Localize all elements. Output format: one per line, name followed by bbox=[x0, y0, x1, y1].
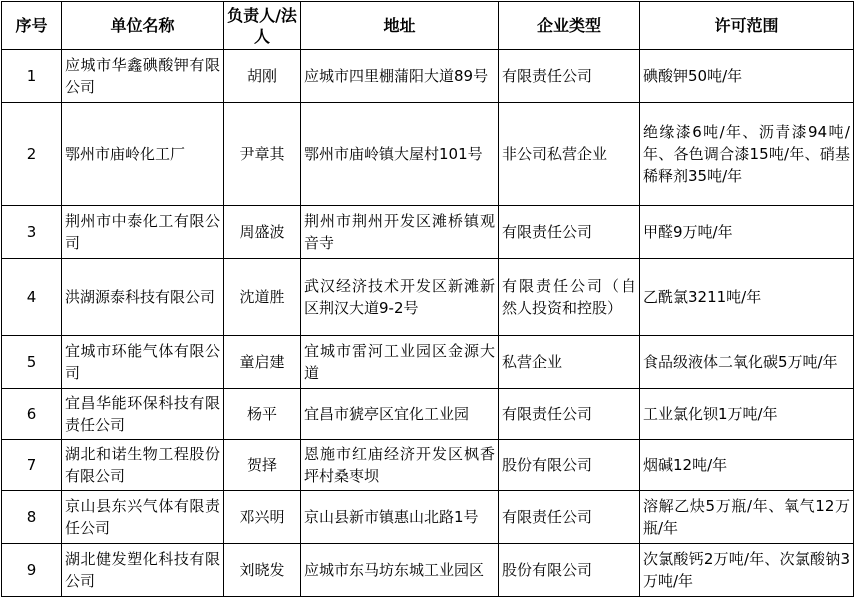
cell-address: 荆州市荆州开发区滩桥镇观音寺 bbox=[301, 206, 499, 259]
cell-person: 童启建 bbox=[224, 336, 301, 389]
cell-license-scope: 食品级液体二氧化碳5万吨/年 bbox=[640, 336, 854, 389]
cell-address: 武汉经济技术开发区新滩新区荆汉大道9-2号 bbox=[301, 259, 499, 336]
cell-unit-name: 应城市华鑫碘酸钾有限公司 bbox=[62, 50, 224, 103]
cell-license-scope: 次氯酸钙2万吨/年、次氯酸钠3万吨/年 bbox=[640, 544, 854, 597]
cell-license-scope: 烟碱12吨/年 bbox=[640, 440, 854, 491]
cell-person: 杨平 bbox=[224, 389, 301, 440]
cell-index: 5 bbox=[2, 336, 62, 389]
table-row bbox=[2, 491, 854, 544]
header-enterprise-type: 企业类型 bbox=[499, 2, 640, 50]
cell-address: 应城市东马坊东城工业园区 bbox=[301, 544, 499, 597]
cell-index: 9 bbox=[2, 544, 62, 597]
table-row bbox=[2, 206, 854, 259]
table-header-row bbox=[2, 2, 854, 50]
cell-address: 恩施市红庙经济开发区枫香坪村桑枣坝 bbox=[301, 440, 499, 491]
cell-index: 3 bbox=[2, 206, 62, 259]
header-person: 负责人/法人 bbox=[224, 2, 301, 50]
table-row bbox=[2, 544, 854, 597]
cell-person: 沈道胜 bbox=[224, 259, 301, 336]
header-index: 序号 bbox=[2, 2, 62, 50]
cell-address: 宜城市雷河工业园区金源大道 bbox=[301, 336, 499, 389]
table-row bbox=[2, 103, 854, 206]
cell-enterprise-type: 股份有限公司 bbox=[499, 544, 640, 597]
cell-unit-name: 宜城市环能气体有限公司 bbox=[62, 336, 224, 389]
cell-unit-name: 宜昌华能环保科技有限责任公司 bbox=[62, 389, 224, 440]
cell-license-scope: 溶解乙炔5万瓶/年、氧气12万瓶/年 bbox=[640, 491, 854, 544]
cell-enterprise-type: 有限责任公司（自然人投资和控股） bbox=[499, 259, 640, 336]
cell-enterprise-type: 私营企业 bbox=[499, 336, 640, 389]
table-row bbox=[2, 50, 854, 103]
cell-license-scope: 工业氯化钡1万吨/年 bbox=[640, 389, 854, 440]
cell-unit-name: 洪湖源泰科技有限公司 bbox=[62, 259, 224, 336]
cell-index: 6 bbox=[2, 389, 62, 440]
cell-person: 邓兴明 bbox=[224, 491, 301, 544]
cell-address: 京山县新市镇惠山北路1号 bbox=[301, 491, 499, 544]
cell-person: 刘晓发 bbox=[224, 544, 301, 597]
cell-enterprise-type: 股份有限公司 bbox=[499, 440, 640, 491]
cell-unit-name: 湖北健发塑化科技有限公司 bbox=[62, 544, 224, 597]
cell-person: 周盛波 bbox=[224, 206, 301, 259]
cell-index: 1 bbox=[2, 50, 62, 103]
cell-address: 鄂州市庙岭镇大屋村101号 bbox=[301, 103, 499, 206]
cell-license-scope: 绝缘漆6吨/年、沥青漆94吨/年、各色调合漆15吨/年、硝基稀释剂35吨/年 bbox=[640, 103, 854, 206]
cell-unit-name: 荆州市中泰化工有限公司 bbox=[62, 206, 224, 259]
header-address: 地址 bbox=[301, 2, 499, 50]
cell-enterprise-type: 有限责任公司 bbox=[499, 491, 640, 544]
cell-index: 2 bbox=[2, 103, 62, 206]
table-row bbox=[2, 389, 854, 440]
cell-license-scope: 乙酰氯3211吨/年 bbox=[640, 259, 854, 336]
cell-address: 应城市四里棚蒲阳大道89号 bbox=[301, 50, 499, 103]
cell-unit-name: 京山县东兴气体有限责任公司 bbox=[62, 491, 224, 544]
table-row bbox=[2, 440, 854, 491]
cell-license-scope: 甲醛9万吨/年 bbox=[640, 206, 854, 259]
table-row bbox=[2, 259, 854, 336]
cell-enterprise-type: 有限责任公司 bbox=[499, 389, 640, 440]
cell-unit-name: 湖北和诺生物工程股份有限公司 bbox=[62, 440, 224, 491]
cell-person: 胡刚 bbox=[224, 50, 301, 103]
cell-enterprise-type: 有限责任公司 bbox=[499, 50, 640, 103]
cell-index: 8 bbox=[2, 491, 62, 544]
header-unit-name: 单位名称 bbox=[62, 2, 224, 50]
cell-person: 尹章其 bbox=[224, 103, 301, 206]
header-license-scope: 许可范围 bbox=[640, 2, 854, 50]
table-row bbox=[2, 336, 854, 389]
cell-address: 宜昌市猇亭区宜化工业园 bbox=[301, 389, 499, 440]
cell-enterprise-type: 有限责任公司 bbox=[499, 206, 640, 259]
cell-enterprise-type: 非公司私营企业 bbox=[499, 103, 640, 206]
cell-index: 7 bbox=[2, 440, 62, 491]
cell-person: 贺择 bbox=[224, 440, 301, 491]
license-table bbox=[1, 1, 854, 597]
cell-index: 4 bbox=[2, 259, 62, 336]
cell-license-scope: 碘酸钾50吨/年 bbox=[640, 50, 854, 103]
cell-unit-name: 鄂州市庙岭化工厂 bbox=[62, 103, 224, 206]
